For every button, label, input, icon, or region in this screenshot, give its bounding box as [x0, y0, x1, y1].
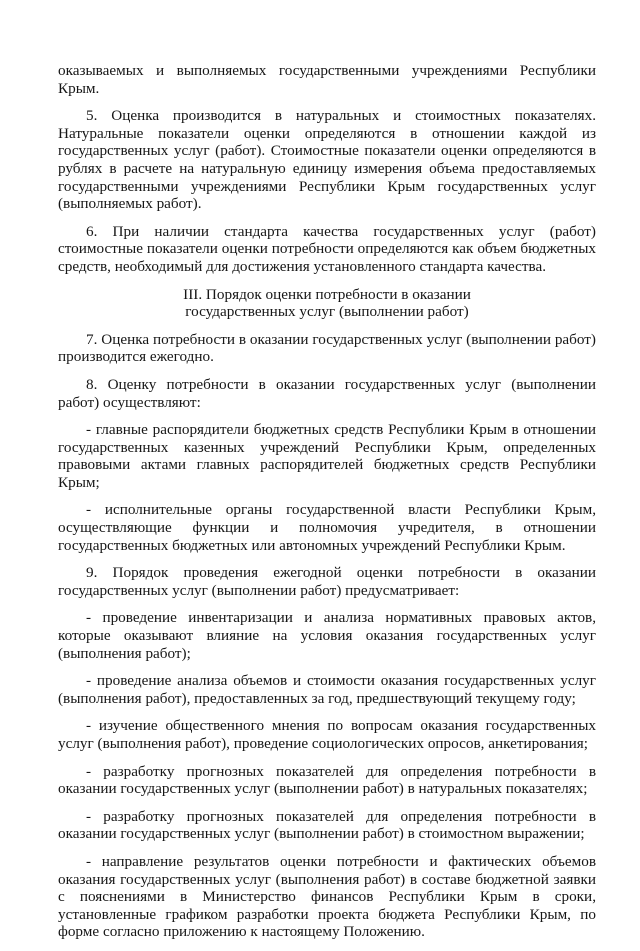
paragraph-8-item-2: - исполнительные органы государственной власти Республики Крым, осуществляющие функции и полномочия учредителя, в отношении государственных бюджетных или автономных учреждений Республики Крым. [58, 501, 596, 554]
section-heading-line-1: III. Порядок оценки потребности в оказании [183, 285, 471, 303]
paragraph-9-item-1: - проведение инвентаризации и анализа нормативных правовых актов, которые оказывают влияние на условия оказания государственных услуг (выполнения работ); [58, 609, 596, 662]
paragraph-9-item-3: - изучение общественного мнения по вопросам оказания государственных услуг (выполнения работ), проведение социологических опросов, анкетирования; [58, 717, 596, 752]
document-page [58, 62, 596, 951]
paragraph-9-item-5: - разработку прогнозных показателей для определения потребности в оказании государственных услуг (выполнении работ) в стоимостном выражении; [58, 807, 596, 843]
paragraph-7: 7. Оценка потребности в оказании государственных услуг (выполнении работ) производится ежегодно. [58, 330, 596, 366]
paragraph-5: 5. Оценка производится в натуральных и стоимостных показателях. Натуральные показатели оценки определяются в отношении каждой из государственных услуг (работ). Стоимостные показатели оценки определяются в рублях в расчете на натуральную единицу измерения объема предоставляемых государственными учреждениями Республики Крым государственных услуг (выполняемых работ). [58, 107, 596, 213]
paragraph-8-item-1: - главные распорядители бюджетных средств Республики Крым в отношении государственных казенных учреждений Республики Крым, определенных правовыми актами главных распорядителей бюджетных средств Республики Крым; [58, 421, 596, 491]
paragraph-8: 8. Оценку потребности в оказании государственных услуг (выполнении работ) осуществляют: [58, 375, 596, 411]
paragraph-9-item-6: - направление результатов оценки потребности и фактических объемов оказания государственных услуг (выполнения работ) в составе бюджетной заявки с пояснениями в Министерство финансов Республики Крым в сроки, установленные графиком разработки проекта бюджета Республики Крым, по форме согласно приложению к настоящему Положению. [58, 852, 596, 941]
paragraph-9: 9. Порядок проведения ежегодной оценки потребности в оказании государственных услуг (выполнении работ) предусматривает: [58, 564, 596, 599]
paragraph-9-item-2: - проведение анализа объемов и стоимости оказания государственных услуг (выполнения работ), предоставленных за год, предшествующий текущему году; [58, 672, 596, 707]
section-heading-line-2: государственных услуг (выполнении работ) [185, 303, 469, 321]
paragraph-9-item-4: - разработку прогнозных показателей для определения потребности в оказании государственных услуг (выполнении работ) в натуральных показателях; [58, 762, 596, 798]
paragraph-continuation: оказываемых и выполняемых государственными учреждениями Республики Крым. [58, 62, 596, 97]
section-heading [58, 286, 596, 321]
paragraph-6: 6. При наличии стандарта качества государственных услуг (работ) стоимостные показатели оценки потребности определяются как объем бюджетных средств, необходимый для достижения установленного стандарта качества. [58, 222, 596, 275]
